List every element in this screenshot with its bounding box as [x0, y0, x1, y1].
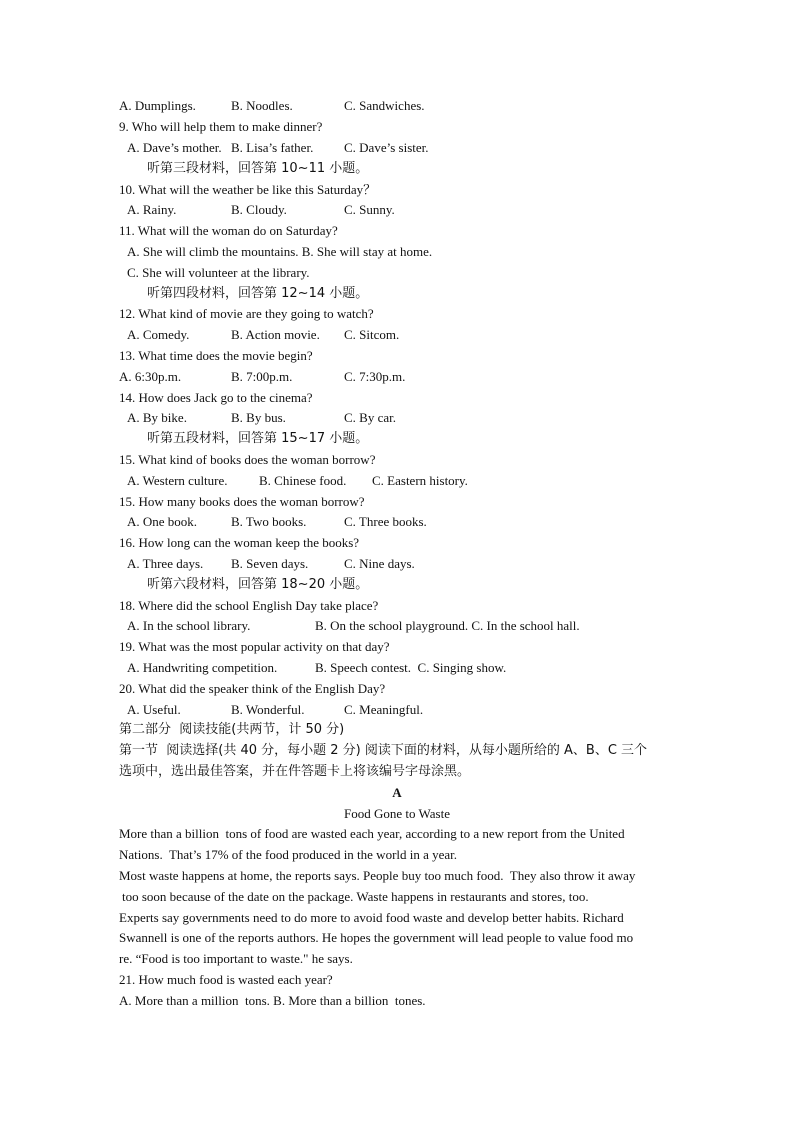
text-line	[0, 970, 794, 990]
text-segment: B. Two books.	[231, 514, 307, 529]
text-segment: C. Dave’s sister.	[344, 140, 429, 155]
text-segment: B. Noodles.	[231, 98, 293, 113]
text-segment: A. Dumplings.	[119, 98, 196, 113]
text-segment: 听第五段材料，回答第 15~17 小题。	[147, 431, 369, 446]
text-line	[0, 471, 794, 491]
text-segment: B. Speech contest. C. Singing show.	[315, 660, 507, 675]
text-segment: Swannell is one of the reports authors. He hopes the government will lead people to value food mo	[119, 930, 634, 945]
text-line	[0, 221, 794, 241]
text-line	[0, 637, 794, 657]
text-line	[0, 429, 794, 449]
text-line	[0, 720, 794, 740]
text-line	[0, 408, 794, 428]
text-line	[0, 700, 794, 720]
text-segment: B. On the school playground. C. In the school hall.	[315, 618, 580, 633]
text-segment: C. Nine days.	[344, 556, 415, 571]
text-segment: B. Seven days.	[231, 556, 309, 571]
text-segment: B. 7:00p.m.	[231, 369, 293, 384]
text-line	[0, 554, 794, 574]
text-segment: More than a billion tons of food are wasted each year, according to a new report from the United	[119, 826, 625, 841]
text-segment: 9. Who will help them to make dinner?	[119, 119, 323, 134]
text-segment: A	[392, 785, 402, 800]
text-segment: B. Action movie.	[231, 327, 320, 342]
text-segment: too soon because of the date on the package. Waste happens in restaurants and stores, too.	[122, 889, 589, 904]
text-segment: A. Dave’s mother.	[127, 140, 222, 155]
text-line	[0, 804, 794, 824]
text-line	[0, 783, 794, 803]
text-segment: re. “Food is too important to waste." he says.	[119, 951, 353, 966]
text-segment: C. By car.	[344, 410, 396, 425]
text-segment: 19. What was the most popular activity on that day?	[119, 639, 390, 654]
text-line	[0, 596, 794, 616]
text-line	[0, 367, 794, 387]
text-line	[0, 679, 794, 699]
text-segment: 15. What kind of books does the woman borrow?	[119, 452, 376, 467]
text-segment: C. Meaningful.	[344, 702, 424, 717]
text-line	[0, 762, 794, 782]
text-segment: 10. What will the weather be like this Saturday？	[119, 182, 377, 197]
text-line	[0, 887, 794, 907]
text-line	[0, 533, 794, 553]
text-segment: C. Three books.	[344, 514, 427, 529]
text-line	[0, 96, 794, 116]
text-line	[0, 242, 794, 262]
text-segment: A. One book.	[127, 514, 198, 529]
text-line	[0, 159, 794, 179]
text-line	[0, 991, 794, 1011]
text-segment: A. More than a million tons. B. More than a billion tones.	[119, 993, 426, 1008]
text-line	[0, 845, 794, 865]
text-line	[0, 616, 794, 636]
text-line	[0, 575, 794, 595]
text-line	[0, 200, 794, 220]
text-segment: 听第四段材料，回答第 12~14 小题。	[147, 286, 369, 301]
text-segment: 21. How much food is wasted each year?	[119, 972, 333, 987]
text-segment: 11. What will the woman do on Saturday?	[119, 223, 338, 238]
text-segment: 20. What did the speaker think of the English Day?	[119, 681, 386, 696]
text-line	[0, 346, 794, 366]
text-segment: Food Gone to Waste	[344, 806, 450, 821]
text-line	[0, 928, 794, 948]
text-segment: C. 7:30p.m.	[344, 369, 406, 384]
text-segment: C. Eastern history.	[372, 473, 468, 488]
text-line	[0, 908, 794, 928]
text-segment: 选项中，选出最佳答案，并在件答题卡上将该编号字母涂黑。	[119, 764, 471, 779]
text-segment: A. Useful.	[127, 702, 181, 717]
text-line	[0, 284, 794, 304]
text-segment: A. She will climb the mountains. B. She will stay at home.	[127, 244, 433, 259]
text-segment: B. Chinese food.	[259, 473, 347, 488]
text-segment: A. By bike.	[127, 410, 187, 425]
text-segment: C. Sitcom.	[344, 327, 400, 342]
text-segment: C. Sandwiches.	[344, 98, 425, 113]
text-line	[0, 138, 794, 158]
text-line	[0, 866, 794, 886]
text-segment: 第一节 阅读选择(共 40 分，每小题 2 分) 阅读下面的材料，从每小题所给的 A、B、C 三个	[119, 743, 648, 758]
text-segment: A. 6:30p.m.	[119, 369, 182, 384]
text-line	[0, 824, 794, 844]
text-segment: C. Sunny.	[344, 202, 395, 217]
text-line	[0, 388, 794, 408]
text-segment: A. Rainy.	[127, 202, 177, 217]
text-segment: B. Wonderful.	[231, 702, 305, 717]
text-segment: C. She will volunteer at the library.	[127, 265, 310, 280]
text-segment: 13. What time does the movie begin?	[119, 348, 313, 363]
text-segment: B. By bus.	[231, 410, 286, 425]
text-line	[0, 658, 794, 678]
text-line	[0, 180, 794, 200]
text-line	[0, 450, 794, 470]
text-segment: A. In the school library.	[127, 618, 251, 633]
text-segment: A. Three days.	[127, 556, 204, 571]
text-line	[0, 117, 794, 137]
text-segment: 14. How does Jack go to the cinema?	[119, 390, 313, 405]
text-segment: 18. Where did the school English Day take place?	[119, 598, 379, 613]
text-line	[0, 304, 794, 324]
text-segment: 12. What kind of movie are they going to watch?	[119, 306, 374, 321]
text-segment: 第二部分 阅读技能(共两节，计 50 分)	[119, 722, 345, 737]
text-line	[0, 741, 794, 761]
text-segment: A. Handwriting competition.	[127, 660, 278, 675]
text-segment: 听第六段材料，回答第 18~20 小题。	[147, 577, 369, 592]
text-segment: Most waste happens at home, the reports says. People buy too much food. They also throw it away	[119, 868, 636, 883]
text-line	[0, 492, 794, 512]
text-segment: Nations. That’s 17% of the food produced in the world in a year.	[119, 847, 458, 862]
text-segment: 16. How long can the woman keep the books?	[119, 535, 360, 550]
text-line	[0, 512, 794, 532]
text-segment: 15. How many books does the woman borrow?	[119, 494, 365, 509]
text-line	[0, 263, 794, 283]
text-line	[0, 325, 794, 345]
text-line	[0, 949, 794, 969]
text-segment: B. Lisa’s father.	[231, 140, 314, 155]
text-segment: B. Cloudy.	[231, 202, 287, 217]
text-segment: A. Comedy.	[127, 327, 190, 342]
text-segment: A. Western culture.	[127, 473, 228, 488]
text-segment: 听第三段材料，回答第 10~11 小题。	[147, 161, 369, 176]
text-segment: Experts say governments need to do more to avoid food waste and develop better habits. Richard	[119, 910, 624, 925]
